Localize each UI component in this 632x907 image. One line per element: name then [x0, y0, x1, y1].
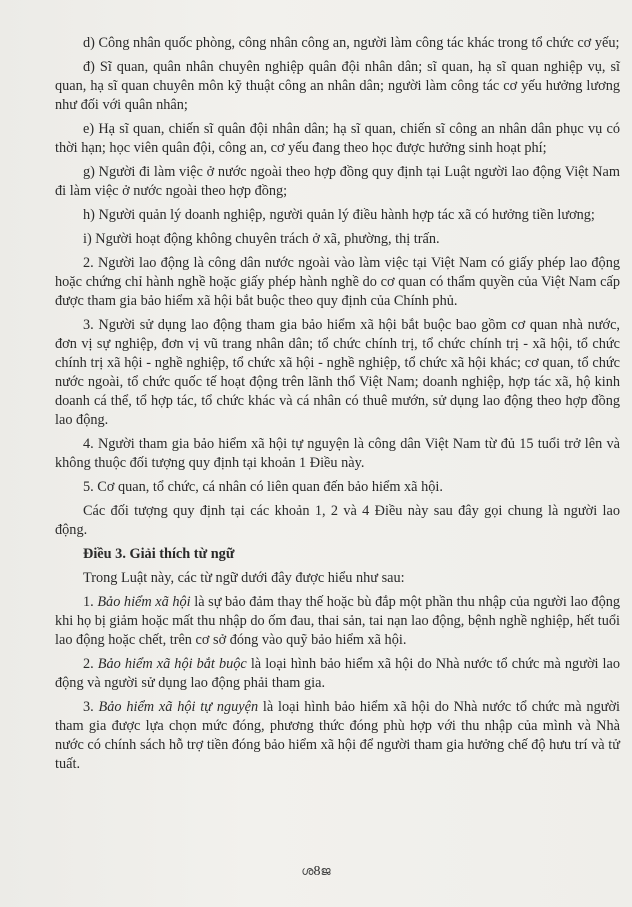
definition-number: 3.: [83, 699, 99, 715]
page-content: [55, 34, 620, 779]
paragraph-dd: đ) Sĩ quan, quân nhân chuyên nghiệp quân đội nhân dân; sĩ quan, hạ sĩ quan nghiệp vụ, sĩ quan, hạ sĩ quan chuyên môn kỹ thuật công an nhân dân; người làm công tác cơ yếu hưởng lương như đối với quân nhân;: [55, 59, 620, 113]
paragraph-summary: Các đối tượng quy định tại các khoản 1, 2 và 4 Điều này sau đây gọi chung là người lao động.: [55, 503, 620, 538]
paragraph-clause-5: 5. Cơ quan, tổ chức, cá nhân có liên quan đến bảo hiểm xã hội.: [83, 479, 443, 495]
definition-number: 1.: [83, 594, 98, 610]
definition-text: là sự bảo đảm thay thế hoặc bù đắp một phần thu nhập của người lao động khi họ bị giảm hoặc mất thu nhập do ốm đau, thai sản, tai nạn lao động, bệnh nghề nghiệp, hết tuổi lao động hoặc chết, trên cơ sở đóng vào quỹ bảo hiểm xã hội.: [55, 594, 621, 648]
page-number: 8: [313, 864, 321, 879]
definition-term: Bảo hiểm xã hội tự nguyện: [98, 699, 259, 715]
paragraph-clause-2: 2. Người lao động là công dân nước ngoài vào làm việc tại Việt Nam có giấy phép lao động hoặc chứng chỉ hành nghề hoặc giấy phép hành nghề do cơ quan có thẩm quyền của Việt Nam cấp được tham gia bảo hiểm xã hội bắt buộc theo quy định của Chính phủ.: [55, 255, 620, 309]
paragraph-g: g) Người đi làm việc ở nước ngoài theo hợp đồng quy định tại Luật người lao động Việt Nam đi làm việc ở nước ngoài theo hợp đồng;: [55, 164, 620, 199]
definition-3: [55, 698, 620, 774]
definition-2: [55, 655, 620, 693]
paragraph-clause-3: 3. Người sử dụng lao động tham gia bảo hiểm xã hội bắt buộc bao gồm cơ quan nhà nước, đơn vị sự nghiệp, đơn vị vũ trang nhân dân; tổ chức chính trị, tổ chức chính trị - xã hội, tổ chức chính trị xã hội - nghề nghiệp, tổ chức xã hội - nghề nghiệp, tổ chức xã hội khác; cơ quan, tổ chức nước ngoài, tổ chức quốc tế hoạt động trên lãnh thổ Việt Nam; doanh nghiệp, hợp tác xã, hộ kinh doanh cá thể, tổ hợp tác, tổ chức khác và cá nhân có thuê mướn, sử dụng lao động theo hợp đồng lao động.: [55, 317, 620, 428]
definition-term: Bảo hiểm xã hội bắt buộc: [97, 656, 247, 672]
ornament-left-icon: ശ: [301, 864, 314, 878]
definition-text: là loại hình bảo hiểm xã hội do Nhà nước tổ chức mà người lao động và người sử dụng lao động phải tham gia.: [55, 656, 621, 691]
page-footer: [0, 864, 632, 880]
paragraph-e: e) Hạ sĩ quan, chiến sĩ quân đội nhân dân; hạ sĩ quan, chiến sĩ công an nhân dân phục vụ có thời hạn; học viên quân đội, công an, cơ yếu đang theo học được hưởng sinh hoạt phí;: [55, 121, 620, 156]
definition-1: [55, 593, 620, 650]
paragraph-i: i) Người hoạt động không chuyên trách ở xã, phường, thị trấn.: [83, 231, 440, 247]
paragraph-h: h) Người quản lý doanh nghiệp, người quản lý điều hành hợp tác xã có hưởng tiền lương;: [83, 207, 595, 223]
paragraph-d: d) Công nhân quốc phòng, công nhân công an, người làm công tác khác trong tổ chức cơ yếu;: [83, 35, 620, 51]
definition-term: Bảo hiểm xã hội: [97, 594, 191, 610]
article-intro: Trong Luật này, các từ ngữ dưới đây được hiểu như sau:: [83, 570, 405, 586]
definition-number: 2.: [83, 656, 98, 672]
paragraph-clause-4: 4. Người tham gia bảo hiểm xã hội tự nguyện là công dân Việt Nam từ đủ 15 tuổi trở lên và không thuộc đối tượng quy định tại khoản 1 Điều này.: [55, 436, 620, 471]
ornament-right-icon: ജ: [320, 864, 331, 878]
definition-text: là loại hình bảo hiểm xã hội do Nhà nước tổ chức mà người tham gia được lựa chọn mức đóng, phương thức đóng phù hợp với thu nhập của mình và Nhà nước có chính sách hỗ trợ tiền đóng bảo hiểm xã hội để người tham gia hưởng chế độ hưu trí và tử tuất.: [55, 699, 620, 772]
article-heading: Điều 3. Giải thích từ ngữ: [83, 546, 235, 562]
